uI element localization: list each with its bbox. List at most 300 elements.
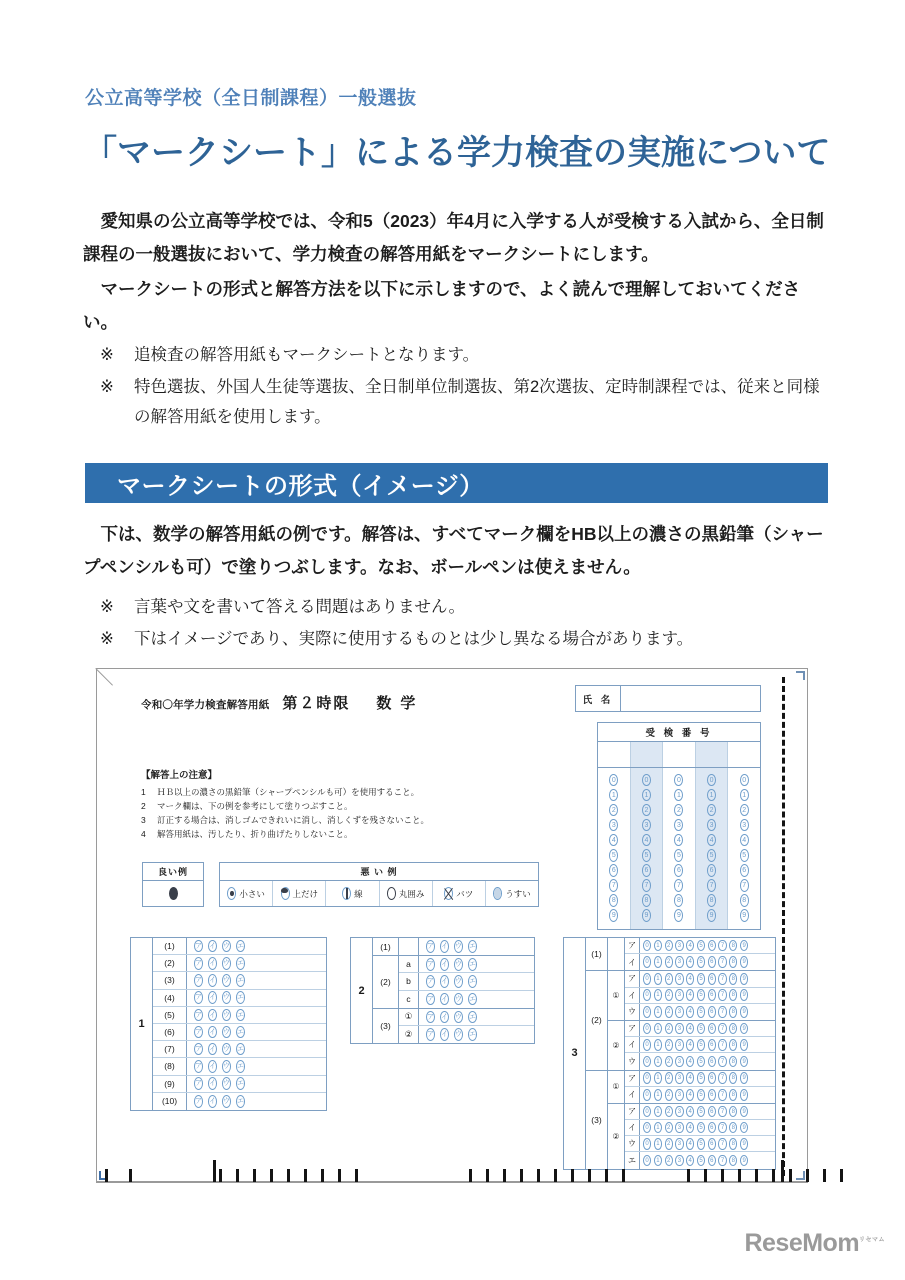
answer-bubble[interactable]: 2 [665, 1023, 673, 1035]
answer-bubble[interactable]: 1 [654, 1122, 662, 1134]
answer-bubble[interactable]: 3 [675, 1089, 683, 1101]
answer-bubble[interactable]: エ [236, 991, 245, 1004]
answer-bubble[interactable]: 0 [643, 1056, 651, 1068]
answer-bubble[interactable]: 0 [643, 940, 651, 952]
question-group[interactable] [373, 956, 534, 1009]
answer-bubble[interactable]: エ [236, 1060, 245, 1073]
answer-bubble[interactable]: 6 [609, 864, 618, 877]
answer-bubble[interactable]: 9 [740, 956, 748, 968]
answer-bubble[interactable]: 7 [718, 1056, 726, 1068]
answer-bubble[interactable]: 9 [740, 973, 748, 985]
answer-bubble[interactable]: 5 [740, 849, 749, 862]
answer-bubble[interactable]: ウ [454, 975, 463, 988]
bubble-group[interactable] [419, 938, 477, 956]
answer-bubble[interactable]: 1 [642, 789, 651, 802]
answer-bubble[interactable]: 3 [642, 819, 651, 832]
answer-bubble[interactable]: 2 [674, 804, 683, 817]
answer-bubble[interactable]: 3 [675, 1056, 683, 1068]
answer-bubble[interactable]: 9 [740, 1089, 748, 1101]
answer-bubble[interactable]: エ [468, 993, 477, 1006]
answer-bubble[interactable]: 2 [609, 804, 618, 817]
answer-bubble[interactable]: 1 [654, 1138, 662, 1150]
answer-bubble[interactable]: 6 [642, 864, 651, 877]
table-row[interactable] [625, 1087, 775, 1103]
answer-bubble[interactable]: ウ [222, 991, 231, 1004]
answer-bubble[interactable]: 9 [740, 940, 748, 952]
answer-bubble[interactable]: ウ [222, 1043, 231, 1056]
table-row[interactable] [625, 988, 775, 1004]
table-row[interactable] [399, 1026, 534, 1043]
bubble-group[interactable] [187, 1040, 245, 1058]
question-subgroup[interactable] [608, 938, 775, 970]
question-subgroup-rows[interactable] [625, 1021, 775, 1070]
table-row[interactable] [399, 956, 534, 973]
answer-bubble[interactable]: 5 [697, 1106, 705, 1118]
answer-bubble[interactable]: 0 [609, 774, 618, 787]
answer-bubble[interactable]: 7 [740, 879, 749, 892]
answer-bubble[interactable]: 9 [740, 1138, 748, 1150]
answer-bubble[interactable]: 7 [718, 956, 726, 968]
bubble-group[interactable] [187, 972, 245, 990]
bubble-group[interactable] [419, 1008, 477, 1026]
bubble-group[interactable] [187, 955, 245, 973]
table-row[interactable] [625, 954, 775, 970]
answer-bubble[interactable]: 2 [665, 973, 673, 985]
answer-bubble[interactable]: イ [440, 1011, 449, 1024]
table-row[interactable] [153, 972, 326, 989]
answer-bubble[interactable]: ウ [222, 1009, 231, 1022]
table-row[interactable] [625, 1021, 775, 1037]
answer-bubble[interactable]: エ [236, 1009, 245, 1022]
table-row[interactable] [399, 1009, 534, 1026]
question-group-rows[interactable] [608, 938, 775, 970]
answer-bubble[interactable]: 9 [642, 909, 651, 922]
answer-bubble[interactable]: 4 [740, 834, 749, 847]
answer-bubble[interactable]: 2 [665, 1155, 673, 1167]
answer-bubble[interactable]: ア [194, 1026, 203, 1039]
answer-bubble[interactable]: 7 [609, 879, 618, 892]
answer-bubble[interactable]: 9 [609, 909, 618, 922]
answer-bubble[interactable]: イ [440, 958, 449, 971]
answer-bubble[interactable]: 4 [674, 834, 683, 847]
answer-bubble[interactable]: 3 [675, 1138, 683, 1150]
answer-bubble[interactable]: ウ [222, 1095, 231, 1108]
exam-number-grid[interactable] [597, 722, 761, 930]
answer-bubble[interactable]: 6 [708, 1089, 716, 1101]
answer-bubble[interactable]: 9 [740, 1023, 748, 1035]
answer-bubble[interactable]: 3 [707, 819, 716, 832]
answer-bubble[interactable]: ア [426, 940, 435, 953]
answer-bubble[interactable]: 3 [675, 973, 683, 985]
answer-bubble[interactable]: 2 [665, 1056, 673, 1068]
answer-bubble[interactable]: 7 [718, 1089, 726, 1101]
answer-bubble[interactable]: 6 [708, 1106, 716, 1118]
answer-bubble[interactable]: 1 [707, 789, 716, 802]
answer-bubble[interactable]: 2 [665, 989, 673, 1001]
answer-bubble[interactable]: 1 [654, 1023, 662, 1035]
answer-bubble[interactable]: 7 [718, 989, 726, 1001]
answer-bubble[interactable]: 6 [707, 864, 716, 877]
answer-bubble[interactable]: 2 [665, 956, 673, 968]
answer-bubble[interactable]: 0 [643, 1006, 651, 1018]
answer-bubble[interactable]: イ [208, 1043, 217, 1056]
answer-bubble[interactable]: 5 [697, 940, 705, 952]
answer-bubble[interactable]: ウ [454, 958, 463, 971]
exam-number-write-cell[interactable] [663, 742, 696, 767]
answer-bubble[interactable]: 4 [686, 973, 694, 985]
answer-bubble[interactable]: 9 [740, 1006, 748, 1018]
answer-bubble[interactable]: 7 [674, 879, 683, 892]
answer-bubble[interactable]: 3 [675, 1106, 683, 1118]
answer-bubble[interactable]: 6 [708, 1138, 716, 1150]
answer-bubble[interactable]: 4 [642, 834, 651, 847]
answer-bubble[interactable]: 8 [729, 1072, 737, 1084]
answer-bubble[interactable]: 4 [686, 1056, 694, 1068]
answer-bubble[interactable]: 9 [740, 989, 748, 1001]
table-row[interactable] [625, 1004, 775, 1020]
question-group-rows[interactable] [399, 956, 534, 1008]
answer-bubble[interactable]: 4 [609, 834, 618, 847]
answer-bubble[interactable]: 3 [675, 1155, 683, 1167]
answer-bubble[interactable]: ウ [222, 940, 231, 953]
answer-bubble[interactable]: 2 [665, 1072, 673, 1084]
answer-bubble[interactable]: 3 [609, 819, 618, 832]
answer-bubble[interactable]: イ [208, 1077, 217, 1090]
exam-number-write-row[interactable] [598, 742, 760, 768]
bubble-group[interactable] [419, 973, 477, 991]
answer-bubble[interactable]: 5 [642, 849, 651, 862]
table-row[interactable] [153, 990, 326, 1007]
answer-bubble[interactable]: 8 [729, 1155, 737, 1167]
answer-bubble[interactable]: 1 [740, 789, 749, 802]
answer-bubble[interactable]: 5 [697, 1039, 705, 1051]
answer-bubble[interactable]: 0 [643, 989, 651, 1001]
answer-bubble[interactable]: 3 [675, 956, 683, 968]
bubble-group[interactable] [419, 990, 477, 1008]
bubble-group[interactable] [640, 954, 748, 971]
answer-bubble[interactable]: イ [208, 1009, 217, 1022]
answer-bubble[interactable]: 1 [654, 1089, 662, 1101]
answer-bubble[interactable]: 5 [697, 989, 705, 1001]
answer-bubble[interactable]: ウ [454, 1028, 463, 1041]
answer-bubble[interactable]: イ [208, 957, 217, 970]
answer-bubble[interactable]: 1 [654, 1106, 662, 1118]
answer-bubble[interactable]: ア [194, 1043, 203, 1056]
answer-bubble[interactable]: 8 [729, 1039, 737, 1051]
bubble-group[interactable] [187, 1093, 245, 1111]
table-row[interactable] [153, 1076, 326, 1093]
answer-bubble[interactable]: 2 [707, 804, 716, 817]
answer-bubble[interactable]: エ [236, 1095, 245, 1108]
answer-bubble[interactable]: ア [426, 1011, 435, 1024]
answer-bubble[interactable]: 0 [643, 1138, 651, 1150]
answer-block-3[interactable] [563, 937, 776, 1170]
answer-bubble[interactable]: 4 [686, 1006, 694, 1018]
answer-bubble[interactable]: 6 [708, 1023, 716, 1035]
answer-bubble[interactable]: 4 [707, 834, 716, 847]
answer-bubble[interactable]: 9 [740, 1106, 748, 1118]
answer-block-2[interactable] [350, 937, 535, 1044]
answer-bubble[interactable]: ウ [454, 940, 463, 953]
answer-bubble[interactable]: 8 [729, 1106, 737, 1118]
name-field[interactable] [575, 685, 761, 712]
answer-bubble[interactable]: ウ [222, 974, 231, 987]
answer-bubble[interactable]: 0 [642, 774, 651, 787]
answer-bubble[interactable]: 5 [609, 849, 618, 862]
answer-bubble[interactable]: エ [468, 940, 477, 953]
answer-bubble[interactable]: エ [468, 1028, 477, 1041]
answer-block-3-rows[interactable] [586, 938, 775, 1169]
answer-bubble[interactable]: ア [194, 1095, 203, 1108]
table-row[interactable] [625, 1053, 775, 1069]
answer-bubble[interactable]: エ [468, 975, 477, 988]
table-row[interactable] [153, 1093, 326, 1110]
answer-bubble[interactable]: 7 [718, 1122, 726, 1134]
answer-bubble[interactable]: 0 [643, 1106, 651, 1118]
bubble-group[interactable] [187, 1023, 245, 1041]
exam-number-column[interactable] [696, 768, 729, 929]
answer-bubble[interactable]: 3 [674, 819, 683, 832]
table-row[interactable] [625, 1120, 775, 1136]
answer-bubble[interactable]: 0 [643, 1122, 651, 1134]
bubble-group[interactable] [640, 1070, 748, 1087]
answer-block-1-rows[interactable] [153, 938, 326, 1110]
answer-bubble[interactable]: 8 [729, 1089, 737, 1101]
bubble-group[interactable] [187, 1058, 245, 1076]
answer-bubble[interactable]: イ [208, 1060, 217, 1073]
answer-bubble[interactable]: ア [426, 1028, 435, 1041]
table-row[interactable] [625, 1136, 775, 1152]
exam-number-write-cell[interactable] [631, 742, 664, 767]
answer-bubble[interactable]: 8 [729, 1122, 737, 1134]
answer-bubble[interactable]: ア [194, 1009, 203, 1022]
answer-bubble[interactable]: エ [468, 1011, 477, 1024]
question-group[interactable] [586, 971, 775, 1070]
answer-bubble[interactable]: 3 [675, 989, 683, 1001]
answer-bubble[interactable]: 4 [686, 1023, 694, 1035]
bubble-group[interactable] [640, 1036, 748, 1053]
answer-bubble[interactable]: ア [194, 940, 203, 953]
answer-bubble[interactable]: 5 [697, 1072, 705, 1084]
answer-bubble[interactable]: 2 [665, 1138, 673, 1150]
answer-bubble[interactable]: ア [194, 1060, 203, 1073]
answer-bubble[interactable]: エ [236, 1043, 245, 1056]
answer-bubble[interactable]: 5 [697, 1056, 705, 1068]
answer-bubble[interactable]: エ [236, 957, 245, 970]
answer-bubble[interactable]: 8 [729, 940, 737, 952]
answer-bubble[interactable]: 6 [674, 864, 683, 877]
answer-bubble[interactable]: 9 [740, 1122, 748, 1134]
answer-bubble[interactable]: 6 [708, 1155, 716, 1167]
answer-bubble[interactable]: 5 [697, 1023, 705, 1035]
answer-bubble[interactable]: 3 [675, 1039, 683, 1051]
answer-bubble[interactable]: 2 [665, 1122, 673, 1134]
answer-bubble[interactable]: エ [236, 974, 245, 987]
answer-bubble[interactable]: 3 [675, 1006, 683, 1018]
answer-bubble[interactable]: 2 [665, 1039, 673, 1051]
answer-bubble[interactable]: 0 [740, 774, 749, 787]
answer-bubble[interactable]: 6 [708, 989, 716, 1001]
bubble-group[interactable] [187, 1075, 245, 1093]
bubble-group[interactable] [640, 1119, 748, 1136]
answer-bubble[interactable]: 8 [729, 956, 737, 968]
answer-bubble[interactable]: 8 [729, 1006, 737, 1018]
table-row[interactable] [153, 1058, 326, 1075]
bubble-group[interactable] [640, 1053, 748, 1070]
answer-bubble[interactable]: 5 [697, 1006, 705, 1018]
answer-bubble[interactable]: イ [208, 1026, 217, 1039]
answer-bubble[interactable]: ウ [454, 1011, 463, 1024]
answer-bubble[interactable]: 0 [643, 973, 651, 985]
answer-bubble[interactable]: 1 [654, 973, 662, 985]
answer-bubble[interactable]: 5 [707, 849, 716, 862]
answer-bubble[interactable]: 7 [718, 973, 726, 985]
question-group-rows[interactable] [608, 1071, 775, 1169]
answer-bubble[interactable]: 6 [708, 1056, 716, 1068]
answer-bubble[interactable]: 4 [686, 940, 694, 952]
table-row[interactable] [153, 1007, 326, 1024]
answer-bubble[interactable]: 8 [729, 973, 737, 985]
answer-bubble[interactable]: イ [440, 940, 449, 953]
bubble-group[interactable] [187, 1006, 245, 1024]
question-subgroup-rows[interactable] [625, 938, 775, 970]
answer-bubble[interactable]: 9 [707, 909, 716, 922]
answer-bubble[interactable]: ア [194, 1077, 203, 1090]
answer-bubble[interactable]: 1 [609, 789, 618, 802]
answer-bubble[interactable]: 4 [686, 1072, 694, 1084]
answer-bubble[interactable]: 0 [643, 1155, 651, 1167]
answer-bubble[interactable]: 6 [708, 956, 716, 968]
answer-bubble[interactable]: 7 [718, 1072, 726, 1084]
answer-bubble[interactable]: イ [440, 975, 449, 988]
question-subgroup[interactable] [608, 1021, 775, 1070]
answer-bubble[interactable]: 7 [718, 1155, 726, 1167]
bubble-group[interactable] [640, 987, 748, 1004]
answer-bubble[interactable]: ウ [222, 1026, 231, 1039]
answer-bubble[interactable]: 5 [674, 849, 683, 862]
answer-bubble[interactable]: 7 [718, 1039, 726, 1051]
answer-bubble[interactable]: 4 [686, 1138, 694, 1150]
question-subgroup-rows[interactable] [625, 1071, 775, 1103]
name-field-input[interactable] [621, 686, 760, 711]
answer-bubble[interactable]: 5 [697, 956, 705, 968]
answer-bubble[interactable]: ウ [222, 957, 231, 970]
bubble-group[interactable] [640, 937, 748, 954]
answer-bubble[interactable]: 0 [643, 1023, 651, 1035]
question-subgroup[interactable] [608, 1071, 775, 1104]
answer-bubble[interactable]: ア [426, 958, 435, 971]
bubble-group[interactable] [640, 1004, 748, 1021]
table-row[interactable] [399, 991, 534, 1008]
answer-bubble[interactable]: 8 [729, 1138, 737, 1150]
answer-bubble[interactable]: 0 [674, 774, 683, 787]
answer-bubble[interactable]: 1 [654, 1072, 662, 1084]
exam-number-write-cell[interactable] [598, 742, 631, 767]
answer-bubble[interactable]: 6 [708, 1072, 716, 1084]
exam-number-write-cell[interactable] [728, 742, 760, 767]
question-group[interactable] [586, 1071, 775, 1169]
answer-bubble[interactable]: 5 [697, 1122, 705, 1134]
answer-bubble[interactable]: イ [440, 1028, 449, 1041]
answer-bubble[interactable]: 7 [642, 879, 651, 892]
answer-bubble[interactable]: 8 [729, 1056, 737, 1068]
table-row[interactable] [153, 1041, 326, 1058]
question-group[interactable] [373, 1009, 534, 1043]
bubble-group[interactable] [419, 956, 477, 974]
bubble-group[interactable] [640, 1020, 748, 1037]
answer-bubble[interactable]: 1 [654, 1006, 662, 1018]
answer-bubble[interactable]: ア [426, 993, 435, 1006]
answer-bubble[interactable]: 2 [665, 1006, 673, 1018]
answer-bubble[interactable]: エ [236, 1026, 245, 1039]
table-row[interactable] [625, 1071, 775, 1087]
answer-bubble[interactable]: 2 [665, 1106, 673, 1118]
answer-bubble[interactable]: 0 [643, 956, 651, 968]
answer-bubble[interactable]: 8 [707, 894, 716, 907]
answer-bubble[interactable]: 2 [665, 940, 673, 952]
exam-number-bubble-columns[interactable] [598, 768, 760, 929]
answer-bubble[interactable]: ウ [222, 1077, 231, 1090]
answer-bubble[interactable]: 8 [729, 1023, 737, 1035]
answer-bubble[interactable]: 1 [654, 1056, 662, 1068]
answer-bubble[interactable]: 3 [675, 1072, 683, 1084]
answer-bubble[interactable]: 8 [642, 894, 651, 907]
answer-bubble[interactable]: エ [468, 958, 477, 971]
answer-bubble[interactable]: 0 [643, 1039, 651, 1051]
answer-bubble[interactable]: 3 [675, 1122, 683, 1134]
question-group-rows[interactable] [399, 1009, 534, 1043]
answer-bubble[interactable]: 6 [708, 940, 716, 952]
question-group-rows[interactable] [399, 938, 534, 955]
answer-bubble[interactable]: 1 [654, 1155, 662, 1167]
bubble-group[interactable] [187, 989, 245, 1007]
answer-bubble[interactable]: 4 [686, 1155, 694, 1167]
answer-bubble[interactable]: 5 [697, 1155, 705, 1167]
exam-number-column[interactable] [663, 768, 696, 929]
answer-bubble[interactable]: 2 [642, 804, 651, 817]
answer-bubble[interactable]: イ [208, 1095, 217, 1108]
bubble-group[interactable] [640, 1136, 748, 1153]
answer-bubble[interactable]: 3 [675, 940, 683, 952]
bubble-group[interactable] [640, 1103, 748, 1120]
answer-bubble[interactable]: イ [208, 940, 217, 953]
answer-bubble[interactable]: 5 [697, 973, 705, 985]
answer-bubble[interactable]: 7 [718, 1006, 726, 1018]
bubble-group[interactable] [640, 971, 748, 988]
answer-bubble[interactable]: 4 [686, 1089, 694, 1101]
answer-bubble[interactable]: 0 [643, 1089, 651, 1101]
bubble-group[interactable] [640, 1086, 748, 1103]
answer-bubble[interactable]: 5 [697, 1089, 705, 1101]
answer-bubble[interactable]: 8 [729, 989, 737, 1001]
answer-bubble[interactable]: 7 [718, 1023, 726, 1035]
answer-bubble[interactable]: 6 [708, 1039, 716, 1051]
table-row[interactable] [625, 1104, 775, 1120]
answer-bubble[interactable]: 6 [708, 973, 716, 985]
exam-number-column[interactable] [728, 768, 760, 929]
answer-bubble[interactable]: 7 [718, 940, 726, 952]
answer-bubble[interactable]: ウ [454, 993, 463, 1006]
table-row[interactable] [399, 938, 534, 955]
answer-bubble[interactable]: 8 [609, 894, 618, 907]
answer-bubble[interactable]: 1 [654, 940, 662, 952]
exam-number-write-cell[interactable] [696, 742, 729, 767]
answer-bubble[interactable]: ア [194, 991, 203, 1004]
answer-bubble[interactable]: ア [426, 975, 435, 988]
answer-bubble[interactable]: 4 [686, 1122, 694, 1134]
answer-bubble[interactable]: 1 [674, 789, 683, 802]
answer-bubble[interactable]: イ [208, 974, 217, 987]
